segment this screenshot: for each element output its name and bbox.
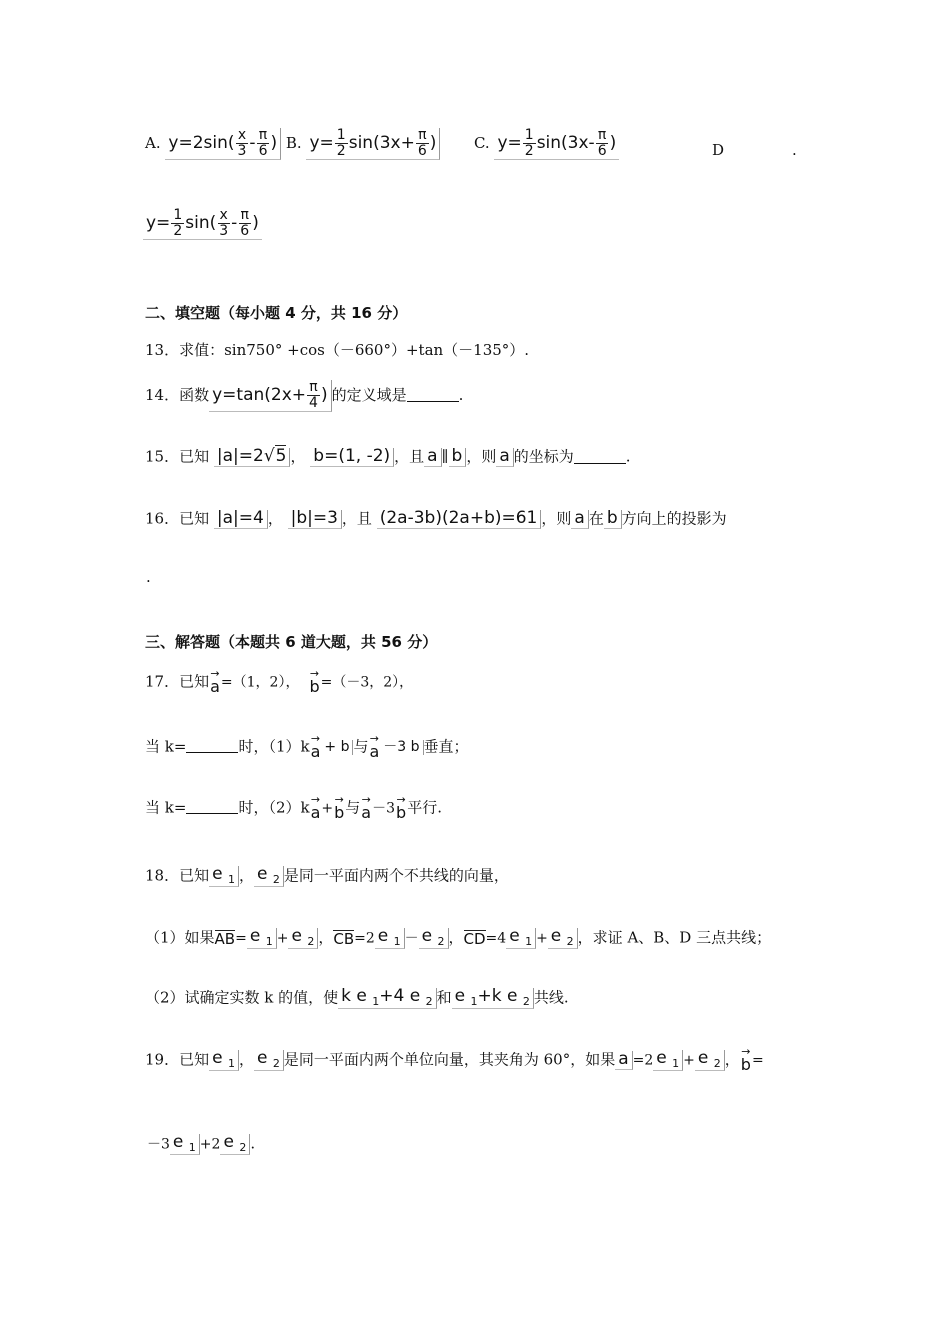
answer-blank	[407, 401, 459, 402]
q15-vector-a2: a	[496, 448, 513, 467]
q15-vector-b: b	[449, 448, 467, 467]
question-14: 14．函数 y=tan(2x+ $\frac{\pi}{4}$ ) 的定义域是 .	[145, 379, 464, 411]
fraction: $\frac{\pi}{6}$	[258, 127, 268, 159]
section-3-heading: 三、解答题（本题共 6 道大题，共 56 分）	[145, 633, 438, 651]
option-c-label: C.	[473, 134, 490, 153]
vector-b: → b	[309, 667, 320, 696]
q17-part-1: 当 k= 时，（1）k → a + b 与 → a －3 b 垂直；	[145, 732, 469, 761]
option-a-formula: y=2sin( $\frac{x}{3}$ - $\frac{\pi}{6}$ )	[165, 128, 281, 160]
question-18: 18．已知 e $_1$ ， e $_2$ 是同一平面内两个不共线的向量，	[145, 864, 509, 886]
q16-vector-b: b	[604, 510, 622, 529]
vector-cd: CD	[463, 930, 486, 948]
q18-part-1: （1）如果AB= e $_1$ + e $_2$ ，CB=2 e $_1$ － e $_2$ ，CD=4 e $_1$ + e $_2$ ，求证 A、B、D 三点共线；	[145, 926, 772, 948]
question-13: 13．求值：sin750° +cos（－660°）+tan（－135°）.	[145, 341, 530, 359]
q16-vector-a: a	[571, 510, 588, 529]
section-2-heading: 二、填空题（每小题 4 分，共 16 分）	[145, 304, 408, 322]
question-16: 16．已知 |a|=4 ， |b|=3 ，且 (2a-3b)(2a+b)=61 ，则 a 在 b 方向上的投影为	[145, 508, 727, 528]
question-15: 15．已知 |a|=2√5 ， b=(1, -2) ，且 a ∥ b ，则 a 的坐标为 .	[145, 446, 631, 466]
q16-formula-3: (2a-3b)(2a+b)=61	[377, 510, 542, 529]
option-d-label: D	[712, 141, 725, 159]
q12-options-line	[145, 128, 619, 160]
q17-part-2: 当 k= 时，（2）k → a + → b 与 → a －3 → b 平行.	[145, 793, 442, 822]
q15-formula-1: |a|=2√5	[214, 448, 291, 467]
option-d-formula: y= $\frac{1}{2}$ sin( $\frac{x}{3}$ - $\frac{\pi}{6}$ )	[143, 208, 262, 240]
q16-formula-2: |b|=3	[288, 510, 342, 529]
question-19: 19．已知 e $_1$ ， e $_2$ 是同一平面内两个单位向量，其夹角为 60°，如果 a =2 e $_1$ + e $_2$ ， → b =	[145, 1045, 764, 1074]
q18-part-2: （2）试确定实数 k 的值，使 k e $_1$+4 e $_2$ 和 e $_1$+k e $_2$ 共线.	[145, 986, 569, 1008]
q16-answer-dot: .	[146, 568, 151, 586]
q15-formula-2: b=(1, -2)	[310, 448, 394, 467]
option-a-label: A.	[145, 134, 161, 153]
vector-cb: CB	[333, 930, 355, 948]
answer-blank	[574, 463, 626, 464]
q19-vector-b-value: －3 e $_1$ +2 e $_2$ .	[147, 1132, 256, 1154]
answer-blank	[186, 752, 238, 753]
option-b-label: B.	[285, 134, 302, 153]
vector-ab: AB	[214, 930, 236, 948]
fraction: $\frac{x}{3}$	[237, 127, 247, 159]
vector-b: → b	[740, 1045, 751, 1074]
answer-blank	[186, 813, 238, 814]
option-c-formula: y= $\frac{1}{2}$ sin(3x- $\frac{\pi}{6}$ )	[494, 128, 619, 160]
option-d-dot: .	[792, 141, 797, 159]
vector-a: → a	[210, 667, 220, 696]
question-17: 17．已知 → a =（1，2）， → b =（－3，2），	[145, 667, 414, 696]
q14-formula: y=tan(2x+ $\frac{\pi}{4}$ )	[209, 380, 331, 412]
q15-vector-a: a	[424, 448, 441, 467]
q16-formula-1: |a|=4	[214, 510, 268, 529]
option-b-formula: y= $\frac{1}{2}$ sin(3x+ $\frac{\pi}{6}$ )	[306, 128, 440, 160]
